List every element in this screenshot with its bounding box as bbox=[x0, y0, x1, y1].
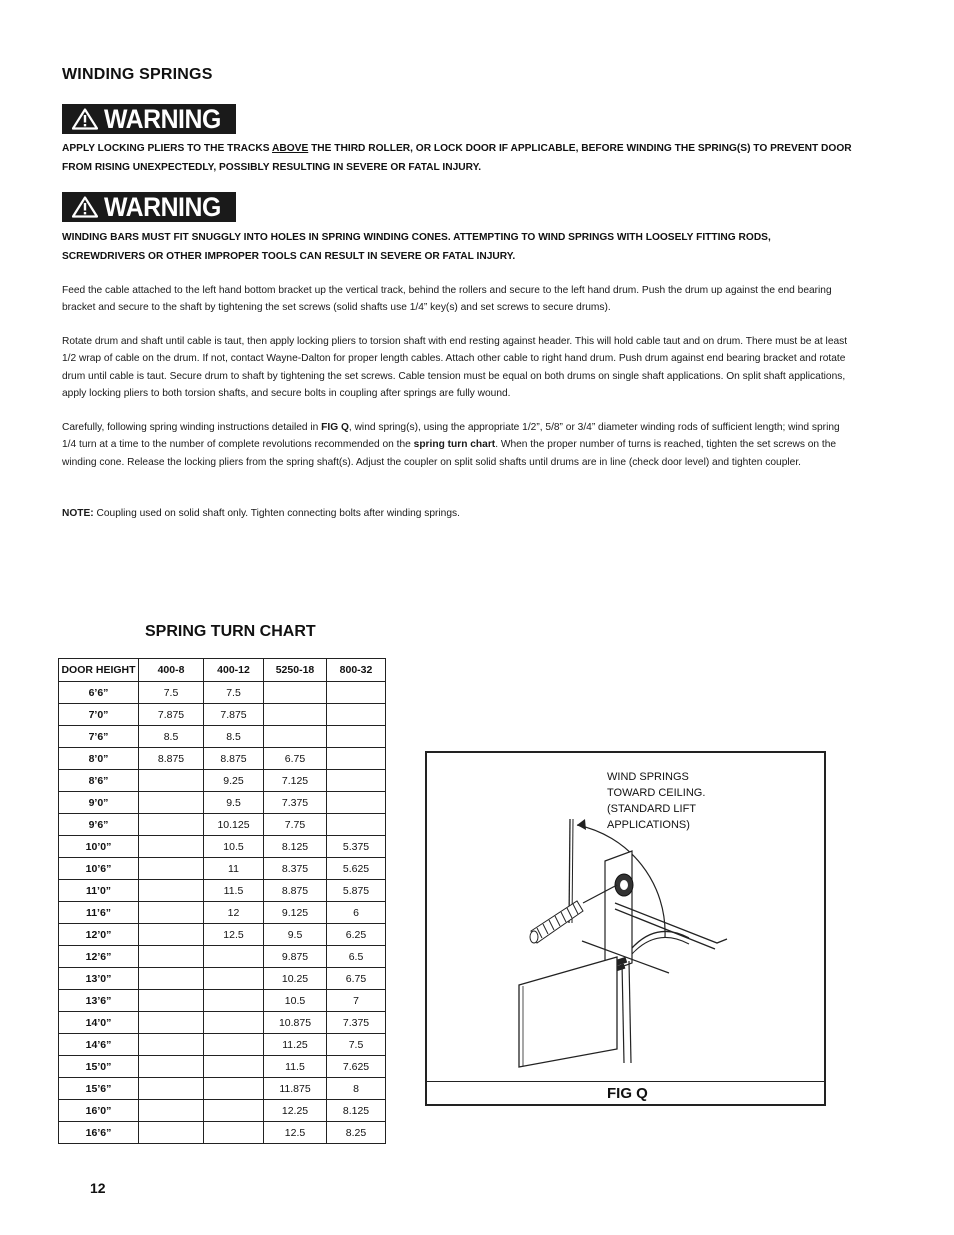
table-row bbox=[59, 902, 386, 924]
table-row bbox=[59, 770, 386, 792]
paragraph-winding-instructions bbox=[62, 419, 852, 471]
turns-cell: 8.125 bbox=[327, 1100, 386, 1122]
figure-q bbox=[425, 751, 826, 1106]
table-row bbox=[59, 1012, 386, 1034]
turns-cell bbox=[264, 704, 327, 726]
door-height-cell: 14’0” bbox=[59, 1012, 139, 1034]
turns-cell bbox=[327, 748, 386, 770]
warning-triangle-icon bbox=[72, 196, 98, 218]
turns-cell: 11.875 bbox=[264, 1078, 327, 1100]
turns-cell: 7.875 bbox=[139, 704, 204, 726]
turns-cell bbox=[327, 814, 386, 836]
column-header: 5250-18 bbox=[264, 659, 327, 682]
fig-reference: FIG Q bbox=[321, 422, 349, 433]
figure-label: FIG Q bbox=[607, 1085, 648, 1102]
table-row bbox=[59, 814, 386, 836]
table-row bbox=[59, 1122, 386, 1144]
column-header: 400-12 bbox=[204, 659, 264, 682]
turns-cell bbox=[327, 682, 386, 704]
turns-cell bbox=[204, 1100, 264, 1122]
turns-cell: 7.625 bbox=[327, 1056, 386, 1078]
door-height-cell: 8’0” bbox=[59, 748, 139, 770]
turns-cell bbox=[139, 902, 204, 924]
door-height-cell: 15’0” bbox=[59, 1056, 139, 1078]
turns-cell: 8.875 bbox=[139, 748, 204, 770]
turns-cell bbox=[139, 1056, 204, 1078]
warning-text-1-part: APPLY LOCKING PLIERS TO THE TRACKS bbox=[62, 143, 273, 154]
column-header: DOOR HEIGHT bbox=[59, 659, 139, 682]
note-text: Coupling used on solid shaft only. Tighten connecting bolts after winding springs. bbox=[93, 508, 460, 519]
turns-cell bbox=[327, 726, 386, 748]
turns-cell bbox=[327, 770, 386, 792]
door-height-cell: 7’0” bbox=[59, 704, 139, 726]
turns-cell: 8 bbox=[327, 1078, 386, 1100]
door-height-cell: 13’0” bbox=[59, 968, 139, 990]
table-row bbox=[59, 726, 386, 748]
warning-label: WARNING bbox=[104, 103, 221, 134]
turns-cell: 8.375 bbox=[264, 858, 327, 880]
turns-cell bbox=[139, 836, 204, 858]
door-height-cell: 9’0” bbox=[59, 792, 139, 814]
turns-cell bbox=[139, 990, 204, 1012]
turns-cell bbox=[139, 968, 204, 990]
turns-cell bbox=[139, 770, 204, 792]
turns-cell bbox=[264, 726, 327, 748]
turns-cell bbox=[139, 1100, 204, 1122]
turns-cell bbox=[204, 968, 264, 990]
door-height-cell: 11’6” bbox=[59, 902, 139, 924]
warning-triangle-icon bbox=[72, 108, 98, 130]
door-height-cell: 12’0” bbox=[59, 924, 139, 946]
turns-cell bbox=[139, 924, 204, 946]
figure-note-line: TOWARD CEILING. bbox=[607, 787, 706, 799]
note-paragraph bbox=[62, 505, 852, 522]
section-title: WINDING SPRINGS bbox=[62, 66, 213, 83]
turns-cell: 8.125 bbox=[264, 836, 327, 858]
turns-cell: 11.5 bbox=[204, 880, 264, 902]
table-header-row bbox=[59, 659, 386, 682]
turns-cell: 12.5 bbox=[204, 924, 264, 946]
door-height-cell: 15’6” bbox=[59, 1078, 139, 1100]
paragraph-cable-feed: Feed the cable attached to the left hand bottom bracket up the vertical track, behind the rollers and secure to the left hand drum. Push the drum up against the end bearing bracket and secure to the shaft by tightening the set screws (solid shafts use 1/4” key(s) and set screws to secure drums). bbox=[62, 285, 832, 314]
turns-cell bbox=[139, 1122, 204, 1144]
turns-cell: 7.5 bbox=[204, 682, 264, 704]
warning-label: WARNING bbox=[104, 191, 221, 222]
turns-cell: 12 bbox=[204, 902, 264, 924]
door-height-cell: 14’6” bbox=[59, 1034, 139, 1056]
turns-cell: 7.375 bbox=[264, 792, 327, 814]
text-run: Carefully, following spring winding instructions detailed in bbox=[62, 422, 322, 433]
turns-cell: 9.125 bbox=[264, 902, 327, 924]
table-row bbox=[59, 748, 386, 770]
turns-cell bbox=[139, 814, 204, 836]
turns-cell: 8.875 bbox=[264, 880, 327, 902]
turns-cell: 9.25 bbox=[204, 770, 264, 792]
door-height-cell: 9’6” bbox=[59, 814, 139, 836]
turns-cell bbox=[139, 946, 204, 968]
table-row bbox=[59, 704, 386, 726]
turns-cell bbox=[204, 990, 264, 1012]
turns-cell: 8.875 bbox=[204, 748, 264, 770]
turns-cell: 7.75 bbox=[264, 814, 327, 836]
text-run: . When the proper number of turns is reached, tighten the set screws on the winding cone. Release the locking pliers from the spring shaft(s). Adjust the coupler on split solid shafts until drums are in line (check door level) and tighten coupler. bbox=[62, 439, 837, 468]
spring-turn-chart-title: SPRING TURN CHART bbox=[145, 623, 316, 640]
turns-cell: 7.5 bbox=[139, 682, 204, 704]
turns-cell: 8.5 bbox=[204, 726, 264, 748]
table-row bbox=[59, 924, 386, 946]
spring-turn-table bbox=[58, 658, 386, 1144]
figure-divider bbox=[427, 1081, 824, 1082]
figure-note-line: APPLICATIONS) bbox=[607, 819, 690, 831]
turns-cell: 7 bbox=[327, 990, 386, 1012]
door-height-cell: 16’0” bbox=[59, 1100, 139, 1122]
door-height-cell: 13’6” bbox=[59, 990, 139, 1012]
table-row bbox=[59, 792, 386, 814]
turns-cell: 9.875 bbox=[264, 946, 327, 968]
door-height-cell: 10’0” bbox=[59, 836, 139, 858]
turns-cell bbox=[327, 792, 386, 814]
turns-cell: 7.375 bbox=[327, 1012, 386, 1034]
turns-cell: 9.5 bbox=[264, 924, 327, 946]
door-height-cell: 7’6” bbox=[59, 726, 139, 748]
turns-cell: 10.25 bbox=[264, 968, 327, 990]
turns-cell: 7.875 bbox=[204, 704, 264, 726]
door-height-cell: 12’6” bbox=[59, 946, 139, 968]
turns-cell bbox=[139, 1012, 204, 1034]
turns-cell: 6.25 bbox=[327, 924, 386, 946]
warning-banner bbox=[62, 104, 236, 134]
door-height-cell: 10’6” bbox=[59, 858, 139, 880]
turns-cell: 10.5 bbox=[264, 990, 327, 1012]
note-label: NOTE: bbox=[62, 508, 94, 519]
warning-text-1-part: THE THIRD ROLLER, OR LOCK DOOR IF APPLICABLE, BEFORE WINDING THE SPRING(S) TO PREVENT DOOR FROM RISING UNEXPECTEDLY, POSSIBLY RESULTING IN SEVERE OR FATAL INJURY. bbox=[62, 143, 852, 173]
turns-cell: 5.625 bbox=[327, 858, 386, 880]
turns-cell: 6.75 bbox=[264, 748, 327, 770]
turns-cell: 6.75 bbox=[327, 968, 386, 990]
turns-cell: 7.125 bbox=[264, 770, 327, 792]
warning-text-2: WINDING BARS MUST FIT SNUGGLY INTO HOLES IN SPRING WINDING CONES. ATTEMPTING TO WIND SPRINGS WITH LOOSELY FITTING RODS, SCREWDRIVERS OR OTHER IMPROPER TOOLS CAN RESULT IN SEVERE OR FATAL INJURY. bbox=[62, 232, 771, 262]
chart-reference: spring turn chart bbox=[413, 439, 496, 451]
text-run: , wind spring(s), using the appropriate 1/2”, 5/8” or 3/4” diameter winding rods of sufficient length; wind spring 1/4 turn at a time to the number of complete revolutions recommended on the bbox=[62, 422, 840, 451]
turns-cell: 8.25 bbox=[327, 1122, 386, 1144]
column-header: 400-8 bbox=[139, 659, 204, 682]
turns-cell: 10.5 bbox=[204, 836, 264, 858]
turns-cell: 5.875 bbox=[327, 880, 386, 902]
turns-cell bbox=[139, 1078, 204, 1100]
turns-cell: 7.5 bbox=[327, 1034, 386, 1056]
table-row bbox=[59, 1056, 386, 1078]
turns-cell: 12.5 bbox=[264, 1122, 327, 1144]
column-header: 800-32 bbox=[327, 659, 386, 682]
turns-cell bbox=[204, 1122, 264, 1144]
turns-cell bbox=[327, 704, 386, 726]
door-height-cell: 16’6” bbox=[59, 1122, 139, 1144]
warning-text-1 bbox=[62, 139, 852, 177]
warning-banner bbox=[62, 192, 236, 222]
table-row bbox=[59, 1100, 386, 1122]
warning-underlined-word: ABOVE bbox=[272, 143, 309, 154]
paragraph-rotate-drum: Rotate drum and shaft until cable is taut, then apply locking pliers to torsion shaft with end resting against header. This will hold cable taut and on drum. There must be at least 1/2 wrap of cable on the drum. If not, contact Wayne-Dalton for proper length cables. Attach other cable to right hand drum. Push drum against end bearing bracket and rotate drum until cable is taut. Secure drum to shaft by tightening the set screws. Cable tension must be equal on both drums on single shaft applications. On split shaft applications, apply locking pliers to both torsion shafts, and secure bolts in coupling after springs are fully wound. bbox=[62, 336, 848, 399]
turns-cell: 6 bbox=[327, 902, 386, 924]
table-row bbox=[59, 682, 386, 704]
table-row bbox=[59, 836, 386, 858]
page-number: 12 bbox=[90, 1180, 106, 1196]
table-row bbox=[59, 946, 386, 968]
turns-cell bbox=[204, 946, 264, 968]
door-height-cell: 11’0” bbox=[59, 880, 139, 902]
turns-cell bbox=[139, 880, 204, 902]
turns-cell bbox=[204, 1012, 264, 1034]
turns-cell: 10.125 bbox=[204, 814, 264, 836]
turns-cell: 9.5 bbox=[204, 792, 264, 814]
turns-cell bbox=[264, 682, 327, 704]
turns-cell: 6.5 bbox=[327, 946, 386, 968]
turns-cell: 5.375 bbox=[327, 836, 386, 858]
door-height-cell: 8’6” bbox=[59, 770, 139, 792]
turns-cell: 11.25 bbox=[264, 1034, 327, 1056]
turns-cell bbox=[204, 1034, 264, 1056]
turns-cell: 10.875 bbox=[264, 1012, 327, 1034]
turns-cell: 11 bbox=[204, 858, 264, 880]
turns-cell bbox=[139, 1034, 204, 1056]
figure-note-line: (STANDARD LIFT bbox=[607, 803, 697, 815]
table-row bbox=[59, 968, 386, 990]
turns-cell: 8.5 bbox=[139, 726, 204, 748]
turns-cell: 11.5 bbox=[264, 1056, 327, 1078]
table-row bbox=[59, 858, 386, 880]
table-row bbox=[59, 1078, 386, 1100]
figure-note-line: WIND SPRINGS bbox=[607, 771, 689, 783]
turns-cell bbox=[139, 792, 204, 814]
spring-winding-illustration bbox=[427, 753, 824, 1079]
turns-cell bbox=[139, 858, 204, 880]
table-row bbox=[59, 990, 386, 1012]
table-row bbox=[59, 880, 386, 902]
door-height-cell: 6’6” bbox=[59, 682, 139, 704]
turns-cell bbox=[204, 1056, 264, 1078]
turns-cell: 12.25 bbox=[264, 1100, 327, 1122]
turns-cell bbox=[204, 1078, 264, 1100]
table-row bbox=[59, 1034, 386, 1056]
